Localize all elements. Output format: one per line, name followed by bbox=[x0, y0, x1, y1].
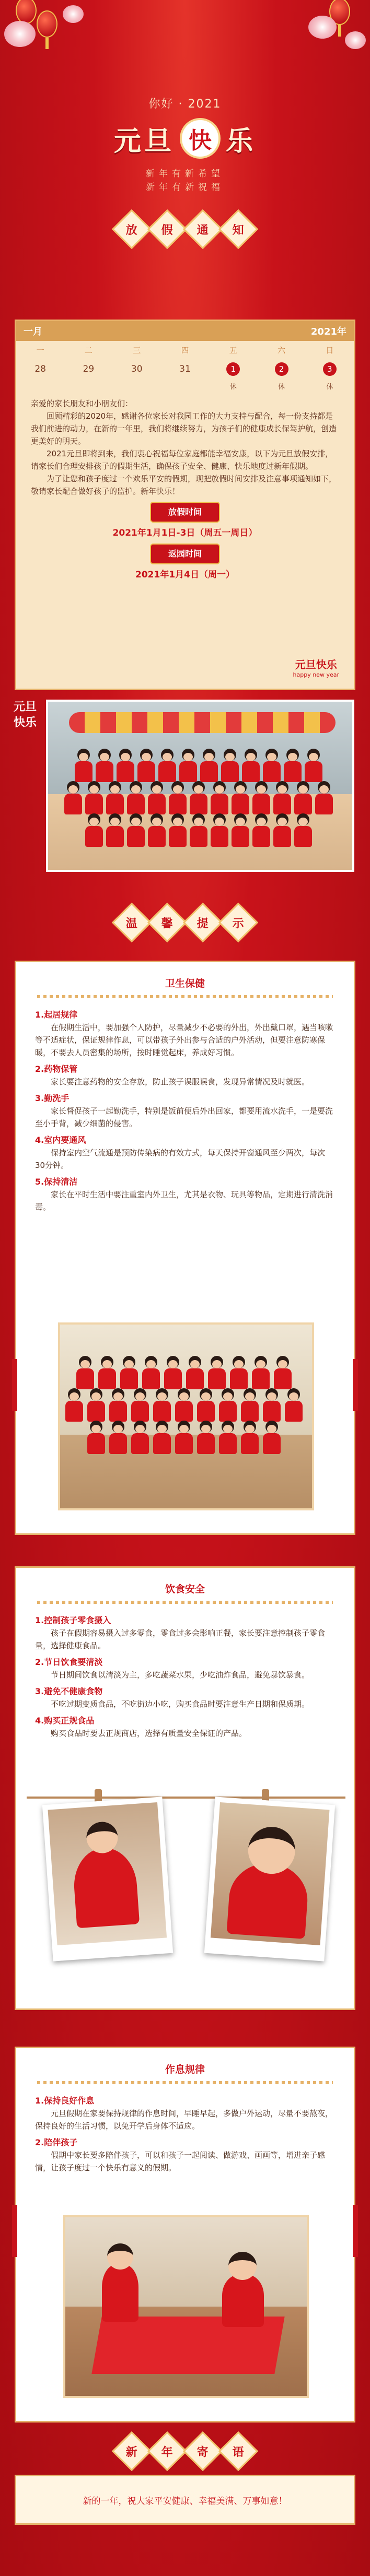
child-figure bbox=[96, 749, 113, 782]
item-text: 保持室内空气流通是预防传染病的有效方式，每天保持开窗通风至少两次，每次30分钟。 bbox=[35, 1148, 326, 1170]
child-figure bbox=[305, 749, 322, 782]
calendar-day: 28 bbox=[34, 364, 46, 374]
child-figure bbox=[175, 1421, 193, 1454]
item-text: 家长督促孩子一起勤洗手，特别是饭前便后外出回家，都要用流水洗手，一是要洗至小手背，减少细菌的侵害。 bbox=[35, 1106, 333, 1128]
child-figure bbox=[102, 2264, 138, 2322]
greeting-text: 你好 · 2021 bbox=[148, 98, 222, 111]
item-heading: 2.陪伴孩子 bbox=[35, 2137, 78, 2147]
routine-card bbox=[15, 2047, 355, 2423]
badge: 放 bbox=[112, 209, 152, 249]
child-figure bbox=[76, 1356, 94, 1389]
string-line bbox=[27, 1797, 345, 1799]
notice-badges bbox=[0, 215, 370, 243]
child-figure bbox=[169, 781, 187, 814]
card-side-tab bbox=[353, 1359, 358, 1411]
child-face bbox=[107, 2243, 133, 2270]
routine-title: 作息规律 bbox=[165, 2064, 205, 2075]
child-figure bbox=[153, 1388, 171, 1422]
subtitle-line-1: 新年有新希望 bbox=[146, 169, 224, 179]
return-time-label: 返园时间 bbox=[151, 545, 219, 563]
item-heading: 3.避免不健康食物 bbox=[35, 1686, 103, 1696]
weekday: 五 bbox=[229, 345, 237, 355]
badge: 假 bbox=[147, 209, 187, 249]
item-text: 不吃过期变质食品，不吃街边小吃，购买食品时要注意生产日期和保质期。 bbox=[51, 1699, 310, 1709]
notice-paragraph: 回顾精彩的2020年，感谢各位家长对我园工作的大力支持与配合，每一份支持都是我们前进的动力，在新的一年里，我们将继续努力，为孩子们的健康成长保驾护航，创造更美好的明天。 bbox=[31, 411, 337, 446]
child-figure bbox=[106, 781, 124, 814]
child-figure bbox=[85, 781, 103, 814]
day-note: 休 bbox=[326, 383, 333, 391]
child-figure bbox=[98, 1356, 116, 1389]
child-figure bbox=[137, 749, 155, 782]
child-figure bbox=[232, 813, 249, 847]
child-figure bbox=[211, 813, 228, 847]
class-photo bbox=[46, 700, 354, 872]
calendar-days bbox=[16, 359, 354, 380]
child-figure bbox=[179, 749, 197, 782]
stamp-subtext: happy new year bbox=[293, 671, 339, 678]
child-figure bbox=[241, 1388, 259, 1422]
calendar-day: 2 bbox=[257, 362, 305, 376]
child-figure bbox=[64, 781, 82, 814]
child-figure bbox=[142, 1356, 160, 1389]
badge: 温 bbox=[112, 903, 152, 942]
child-figure bbox=[190, 781, 207, 814]
item-heading: 2.药物保管 bbox=[35, 1064, 78, 1074]
photo-card bbox=[42, 1797, 173, 1961]
calendar-weekdays bbox=[16, 341, 354, 359]
child-figure bbox=[263, 749, 281, 782]
child-figure bbox=[232, 781, 249, 814]
child-figure bbox=[175, 1388, 193, 1422]
badge: 通 bbox=[183, 209, 223, 249]
calendar-day: 29 bbox=[83, 364, 95, 374]
notice-body bbox=[16, 392, 354, 588]
child-figure bbox=[158, 749, 176, 782]
child-figure bbox=[263, 1421, 281, 1454]
day-note: 休 bbox=[229, 383, 237, 391]
newyear-badges bbox=[0, 2437, 370, 2465]
child-figure bbox=[148, 813, 166, 847]
child-figure bbox=[208, 1356, 226, 1389]
child-figure bbox=[148, 781, 166, 814]
notice-paragraph: 2021元旦即将到来，我们衷心祝福每位家庭都能幸福安康，以下为元旦放假安排，请家长们合理安排孩子的假期生活，确保孩子安全、健康、快乐地度过新年假期。 bbox=[31, 449, 333, 471]
child-figure bbox=[274, 1356, 292, 1389]
badge: 馨 bbox=[147, 903, 187, 942]
title-left: 元旦 bbox=[113, 125, 175, 157]
hygiene-title: 卫生保健 bbox=[165, 978, 205, 989]
child-figure bbox=[252, 781, 270, 814]
hygiene-content bbox=[16, 998, 354, 1220]
child-figure bbox=[263, 1388, 281, 1422]
badge: 示 bbox=[218, 903, 258, 942]
child-figure bbox=[230, 1356, 248, 1389]
child-figure bbox=[65, 1388, 83, 1422]
plum-blossom-icon bbox=[4, 21, 36, 47]
item-text: 节日期间饮食以清淡为主，多吃蔬菜水果，少吃油炸食品，避免暴饮暴食。 bbox=[51, 1670, 310, 1680]
child-figure bbox=[242, 749, 260, 782]
child-figure bbox=[252, 1356, 270, 1389]
child-figure bbox=[219, 1388, 237, 1422]
weekday: 六 bbox=[278, 345, 286, 355]
child-figure bbox=[285, 1388, 303, 1422]
child-figure bbox=[200, 749, 218, 782]
stamp-text: 元旦快乐 bbox=[295, 658, 337, 671]
badge: 语 bbox=[218, 2431, 258, 2471]
child-figure bbox=[127, 781, 145, 814]
child-figure bbox=[197, 1421, 215, 1454]
item-text: 孩子在假期容易摄入过多零食，零食过多会影响正餐，家长要注意控制孩子零食量，选择健康食品。 bbox=[35, 1628, 326, 1650]
calendar-header bbox=[16, 321, 354, 341]
card-side-tab bbox=[12, 2205, 17, 2257]
side-label: 元旦快乐 bbox=[14, 701, 37, 729]
title-right: 乐 bbox=[226, 125, 257, 157]
child-figure bbox=[131, 1421, 149, 1454]
return-date: 2021年1月4日（周一） bbox=[135, 570, 235, 580]
plum-blossom-icon bbox=[345, 31, 366, 49]
badge: 新 bbox=[112, 2431, 152, 2471]
child-figure bbox=[252, 813, 270, 847]
child-figure bbox=[72, 1846, 140, 1928]
card-side-tab bbox=[12, 1359, 17, 1411]
child-figure bbox=[219, 1421, 237, 1454]
subtitle-line-2: 新年有新祝福 bbox=[146, 182, 224, 193]
child-figure bbox=[109, 1388, 127, 1422]
calendar-day-notes bbox=[16, 380, 354, 392]
item-heading: 4.购买正规食品 bbox=[35, 1716, 95, 1726]
child-figure bbox=[117, 749, 134, 782]
child-figure bbox=[294, 781, 312, 814]
child-figure bbox=[153, 1421, 171, 1454]
badge: 年 bbox=[147, 2431, 187, 2471]
happy-new-year-stamp bbox=[293, 656, 339, 678]
weekday: 二 bbox=[84, 345, 92, 355]
item-heading: 4.室内要通风 bbox=[35, 1135, 86, 1145]
calendar-day: 1 bbox=[209, 362, 257, 376]
child-figure bbox=[284, 749, 302, 782]
weekday: 一 bbox=[36, 345, 44, 355]
item-heading: 1.起居规律 bbox=[35, 1010, 78, 1020]
child-figure bbox=[106, 813, 124, 847]
child-figure bbox=[87, 1388, 105, 1422]
child-figure bbox=[273, 813, 291, 847]
child-figure bbox=[164, 1356, 182, 1389]
class-photo-3 bbox=[63, 2215, 309, 2398]
calendar-day: 3 bbox=[306, 362, 354, 376]
day-note: 休 bbox=[278, 383, 285, 391]
child-figure bbox=[294, 813, 312, 847]
badge: 知 bbox=[218, 209, 258, 249]
child-figure bbox=[87, 1421, 105, 1454]
calendar-month: 一月 bbox=[24, 326, 42, 337]
class-photo-2 bbox=[58, 1322, 314, 1510]
footer-text: 新的一年，祝大家平安健康、幸福美满、万事如意！ bbox=[83, 2496, 287, 2507]
child-figure bbox=[75, 749, 92, 782]
item-text: 假期中家长要多陪伴孩子，可以和孩子一起阅读、做游戏、画画等，增进亲子感情，让孩子度过一个快乐有意义的假期。 bbox=[35, 2150, 326, 2172]
child-figure bbox=[186, 1356, 204, 1389]
notice-paragraph: 为了让您和孩子度过一个欢乐平安的假期，现把放假时间安排及注意事项通知如下，敬请家长配合做好孩子的监护。新年快乐！ bbox=[31, 474, 337, 496]
child-figure bbox=[85, 813, 103, 847]
child-figure bbox=[221, 749, 239, 782]
header-banner bbox=[0, 0, 370, 313]
page-title bbox=[0, 118, 370, 159]
child-figure bbox=[127, 813, 145, 847]
item-heading: 1.控制孩子零食摄入 bbox=[35, 1615, 111, 1625]
child-figure bbox=[131, 1388, 149, 1422]
card-side-tab bbox=[353, 2205, 358, 2257]
photo-card bbox=[204, 1797, 335, 1961]
leave-time-label: 放假时间 bbox=[151, 503, 219, 522]
holiday-notice-card bbox=[15, 320, 355, 690]
calendar-day: 30 bbox=[131, 364, 143, 374]
weekday: 日 bbox=[326, 345, 334, 355]
food-card bbox=[15, 1566, 355, 2010]
item-heading: 3.勤洗手 bbox=[35, 1093, 70, 1103]
plum-blossom-icon bbox=[63, 5, 84, 23]
child-face bbox=[228, 2252, 257, 2280]
child-figure bbox=[120, 1356, 138, 1389]
balloon-garland bbox=[69, 712, 336, 733]
badge: 提 bbox=[183, 903, 223, 942]
food-content bbox=[16, 1604, 354, 1746]
calendar-day: 31 bbox=[179, 364, 191, 374]
child-figure bbox=[315, 781, 333, 814]
notice-intro: 亲爱的家长朋友和小朋友们： bbox=[31, 399, 133, 408]
item-text: 在假期生活中，要加强个人防护，尽量减少不必要的外出，外出戴口罩，遇当咳嗽等不适症状，保证规律作息，可以带孩子外出参与合适的户外活动，但要注意防寒保暖，不要去人员密集的场所，按时睡觉起床，养成好习惯。 bbox=[35, 1023, 333, 1057]
title-circle: 快 bbox=[180, 118, 221, 159]
weekday: 三 bbox=[133, 345, 141, 355]
routine-content bbox=[16, 2084, 354, 2180]
weekday: 四 bbox=[181, 345, 189, 355]
item-text: 家长在平时生活中要注重室内外卫生，尤其是衣物、玩具等物品，定期进行清洗消毒。 bbox=[35, 1190, 333, 1212]
footer-message bbox=[15, 2475, 355, 2525]
child-figure bbox=[109, 1421, 127, 1454]
tips-badges bbox=[0, 908, 370, 937]
child-figure bbox=[190, 813, 207, 847]
hygiene-card bbox=[15, 961, 355, 1535]
child-figure bbox=[169, 813, 187, 847]
item-heading: 5.保持清洁 bbox=[35, 1177, 78, 1187]
plum-blossom-icon bbox=[308, 16, 337, 39]
item-text: 家长要注意药物的安全存放，防止孩子误服误食，发现异常情况及时就医。 bbox=[51, 1077, 310, 1086]
child-figure bbox=[273, 781, 291, 814]
item-text: 购买食品时要去正规商店，选择有质量安全保证的产品。 bbox=[51, 1729, 247, 1738]
child-figure bbox=[222, 2275, 264, 2327]
child-figure bbox=[241, 1421, 259, 1454]
lantern-icon bbox=[37, 10, 57, 38]
item-heading: 1.保持良好作息 bbox=[35, 2096, 95, 2106]
food-title: 饮食安全 bbox=[165, 1584, 205, 1595]
badge: 寄 bbox=[183, 2431, 223, 2471]
child-figure bbox=[211, 781, 228, 814]
child-figure bbox=[197, 1388, 215, 1422]
item-heading: 2.节日饮食要清淡 bbox=[35, 1657, 103, 1667]
item-text: 元旦假期在家要保持规律的作息时间，早睡早起，多做户外运动，尽量不要熬夜，保持良好的生活习惯，以免开学后身体不适应。 bbox=[35, 2109, 333, 2131]
calendar-year: 2021年 bbox=[310, 326, 346, 337]
leave-date: 2021年1月1日-3日（周五一周日） bbox=[112, 528, 258, 538]
